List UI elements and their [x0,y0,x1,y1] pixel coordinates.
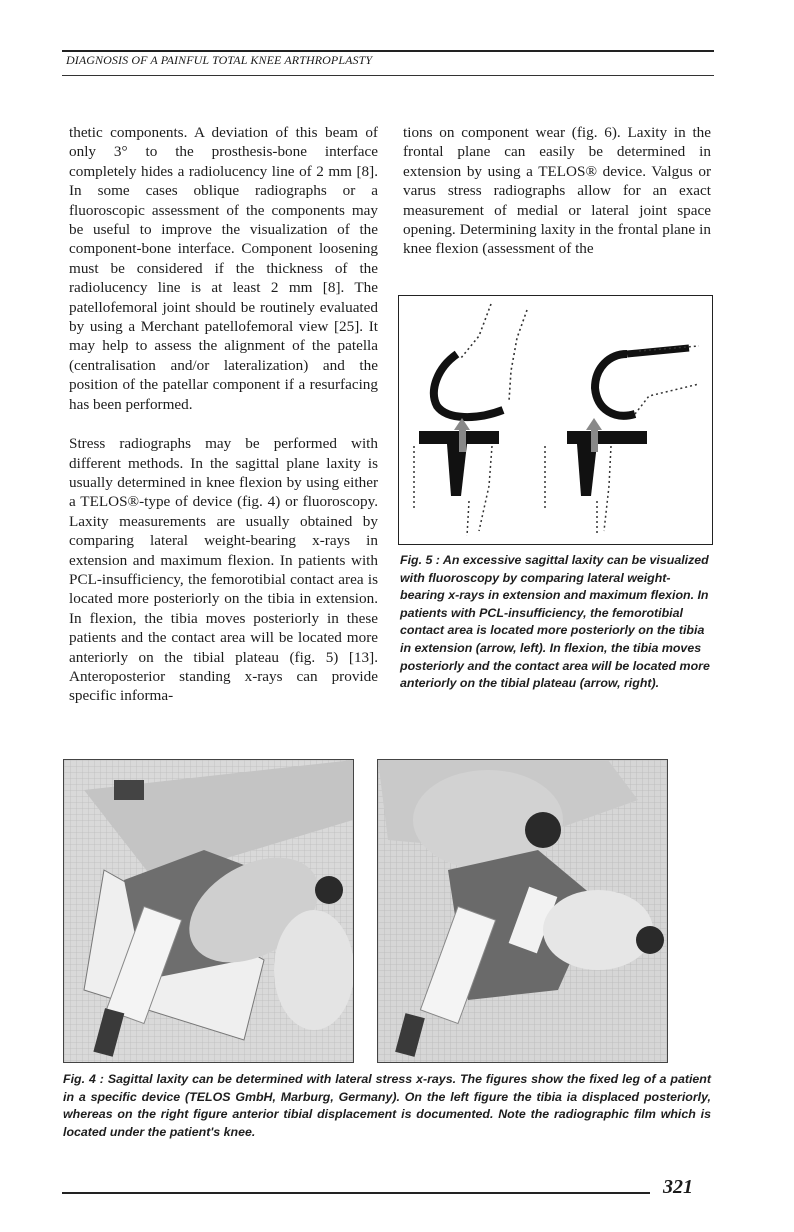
figure-5-caption: Fig. 5 : An excessive sagittal laxity can be visualized with fluoroscopy by comparing lateral weight-bearing x-rays in extension and maximum flexion. In patients with PCL-insufficiency, the femorotibial contact area is located more posteriorly on the tibia in extension (arrow, left). In flexion, the tibia moves posteriorly and the contact area will be located more anteriorly on the tibial plateau (arrow, right). [400,553,710,691]
figure-4-left-photo [63,759,354,1063]
left-knee-extension [414,304,527,536]
knee-schematic [399,296,712,544]
paragraph: tions on component wear (fig. 6). Laxity in the frontal plane can easily be determined in extension by using a TELOS® device. Valgus or varus stress radiographs allow for an exact measurement of medial or lateral joint space opening. Determining laxity in the frontal plane in knee flexion (assessment of the [403,124,711,258]
figure-5-diagram [398,295,713,545]
figure-4-caption: Fig. 4 : Sagittal laxity can be determined with lateral stress x-rays. The figures show the fixed leg of a patient in a specific device (TELOS GmbH, Marburg, Germany). On the left figure the tibia ia displaced posteriorly, whereas on the right figure anterior tibial displacement is documented. Note the radiographic film which is located under the patient's knee. [63,1072,711,1139]
paragraph: thetic components. A deviation of this beam of only 3° to the prosthesis-bone interface completely hides a radiolucency line of 2 mm [8]. In some cases oblique radiographs or a fluoroscopic assessment of the components may be useful to improve the visualization of the component-bone interface. Component loosening must be considered if the thickness of the radiolucency line is at least 2 mm [8]. The patellofemoral joint should be routinely evaluated by using a Merchant patellofemoral view [25]. It may help to assess the alignment of the patella (centralisation and/or lateralization) and the position of the patellar component if a resurfacing has been performed. [69,124,378,413]
page-number: 321 [663,1176,693,1198]
header-rule [62,50,714,52]
running-title: DIAGNOSIS OF A PAINFUL TOTAL KNEE ARTHROPLASTY [66,53,373,67]
header-rule-lower [62,75,714,76]
right-knee-flexion [545,346,699,536]
left-text-column [69,123,378,706]
figure-4-right-photo [377,759,668,1063]
footer-rule [62,1192,650,1194]
right-text-column [403,123,711,259]
paragraph: Stress radiographs may be performed with different methods. In the sagittal plane laxity is usually determined in knee flexion by using either a TELOS®-type of device (fig. 4) or fluoroscopy. Laxity measurements are usually obtained by comparing lateral weight-bearing x-rays in extension and maximum flexion. In patients with PCL-insufficiency, the femorotibial contact area is located more posteriorly on the tibia in extension. In flexion, the tibia moves posteriorly in these patients and the contact area will be located more anteriorly on the tibial plateau (fig. 5) [13]. Anteroposterior standing x-rays can provide specific informa- [69,435,378,705]
